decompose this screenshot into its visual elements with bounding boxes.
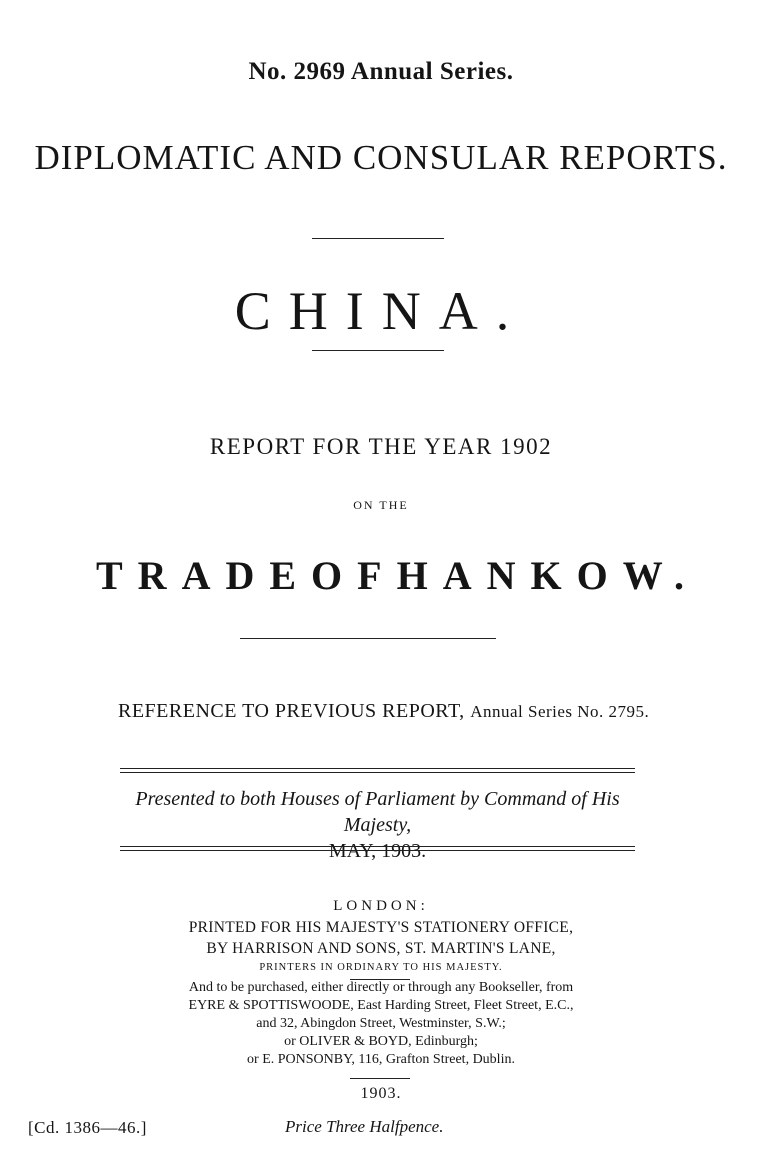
on-the-label: ON THE bbox=[353, 498, 409, 512]
double-rule-top-2 bbox=[120, 772, 635, 773]
reference-series: Annual Series No. 2795. bbox=[470, 702, 650, 721]
report-collection-title: DIPLOMATIC AND CONSULAR REPORTS. bbox=[34, 138, 728, 177]
trade-of-place-title bbox=[96, 552, 700, 599]
printer-line-2: BY HARRISON AND SONS, ST. MARTIN'S LANE, bbox=[206, 940, 556, 957]
place-name: HANKOW. bbox=[396, 553, 700, 598]
divider-above-country bbox=[312, 238, 444, 239]
of-word: OF bbox=[311, 553, 397, 598]
sale-line-1: And to be purchased, either directly or through any Bookseller, from bbox=[188, 980, 574, 995]
trade-word: TRADE bbox=[96, 553, 312, 598]
report-year-line: REPORT FOR THE YEAR 1902 bbox=[209, 434, 553, 459]
presentation-statement bbox=[120, 786, 635, 864]
sale-line-2: EYRE & SPOTTISWOODE, East Harding Street, Fleet Street, E.C., bbox=[188, 998, 574, 1013]
divider-below-country bbox=[312, 350, 444, 351]
price-line: Price Three Halfpence. bbox=[285, 1117, 444, 1136]
printer-line-3: PRINTERS IN ORDINARY TO HIS MAJESTY. bbox=[259, 962, 503, 973]
publisher-city: LONDON: bbox=[333, 898, 429, 914]
command-number: [Cd. 1386—46.] bbox=[28, 1118, 147, 1137]
reference-line bbox=[118, 700, 649, 723]
divider-below-trade bbox=[240, 638, 496, 639]
double-rule-bottom-1 bbox=[120, 846, 635, 847]
country-title: CHINA. bbox=[234, 281, 528, 341]
sale-line-5: or E. PONSONBY, 116, Grafton Street, Dublin. bbox=[247, 1052, 515, 1067]
double-rule-top-1 bbox=[120, 768, 635, 769]
series-number: No. 2969 Annual Series. bbox=[248, 58, 514, 85]
reference-text: REFERENCE TO PREVIOUS REPORT, bbox=[118, 700, 465, 722]
presentation-date: MAY, 1903. bbox=[328, 840, 427, 862]
presentation-line: Presented to both Houses of Parliament by Command of His Majesty, bbox=[135, 788, 620, 836]
printer-line-1: PRINTED FOR HIS MAJESTY'S STATIONERY OFFICE, bbox=[188, 919, 574, 936]
sale-line-3: and 32, Abingdon Street, Westminster, S.W.; bbox=[256, 1016, 506, 1031]
publication-year: 1903. bbox=[360, 1085, 402, 1102]
double-rule-bottom-2 bbox=[120, 850, 635, 851]
sale-line-4: or OLIVER & BOYD, Edinburgh; bbox=[284, 1034, 478, 1049]
divider-above-year bbox=[350, 1078, 410, 1079]
